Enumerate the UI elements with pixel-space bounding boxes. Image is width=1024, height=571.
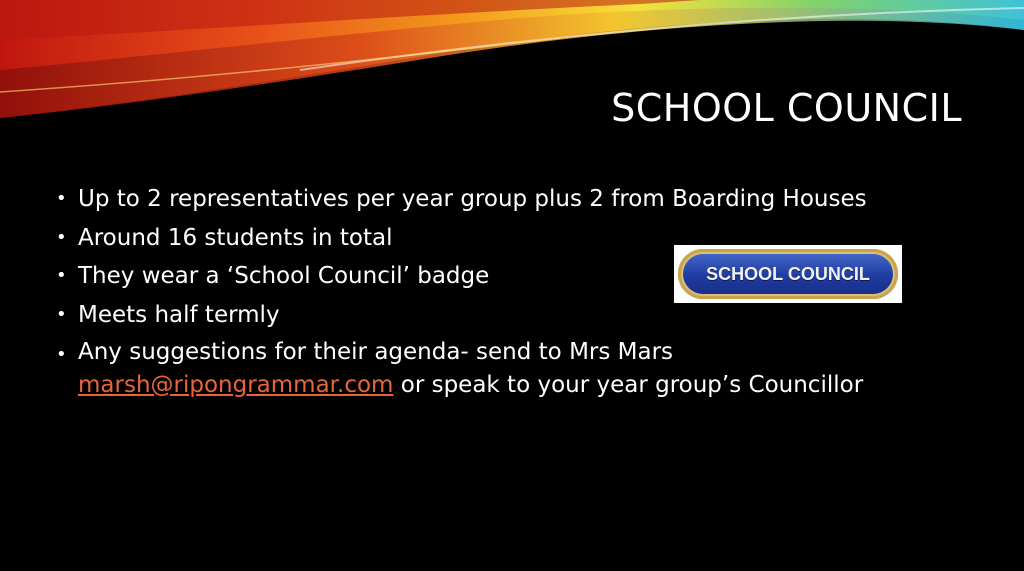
bullet-dot-icon: • bbox=[56, 344, 67, 365]
bullet-dot-icon: • bbox=[56, 226, 67, 248]
bullet-text-continued bbox=[78, 369, 956, 402]
bullet-dot-icon: • bbox=[56, 188, 67, 209]
bullet-text: They wear a ‘School Council’ badge bbox=[78, 263, 490, 289]
bullet-dot-icon: • bbox=[56, 265, 67, 286]
bullet-item bbox=[56, 336, 956, 402]
email-link[interactable]: marsh@ripongrammar.com bbox=[78, 372, 394, 398]
badge-text: SCHOOL COUNCIL bbox=[706, 263, 870, 284]
bullet-item bbox=[56, 180, 956, 219]
bullet-dot-icon: • bbox=[56, 303, 67, 325]
bullet-text: Around 16 students in total bbox=[78, 224, 393, 251]
bullet-text: Meets half termly bbox=[78, 301, 280, 328]
slide-title: SCHOOL COUNCIL bbox=[611, 86, 962, 130]
bullet-text: Up to 2 representatives per year group plus 2 from Boarding Houses bbox=[78, 186, 867, 212]
school-council-badge-image bbox=[674, 245, 902, 303]
bullet-text-tail: or speak to your year group’s Councillor bbox=[393, 372, 864, 398]
bullet-text: Any suggestions for their agenda- send to Mrs Mars bbox=[78, 339, 674, 365]
badge bbox=[678, 249, 898, 299]
